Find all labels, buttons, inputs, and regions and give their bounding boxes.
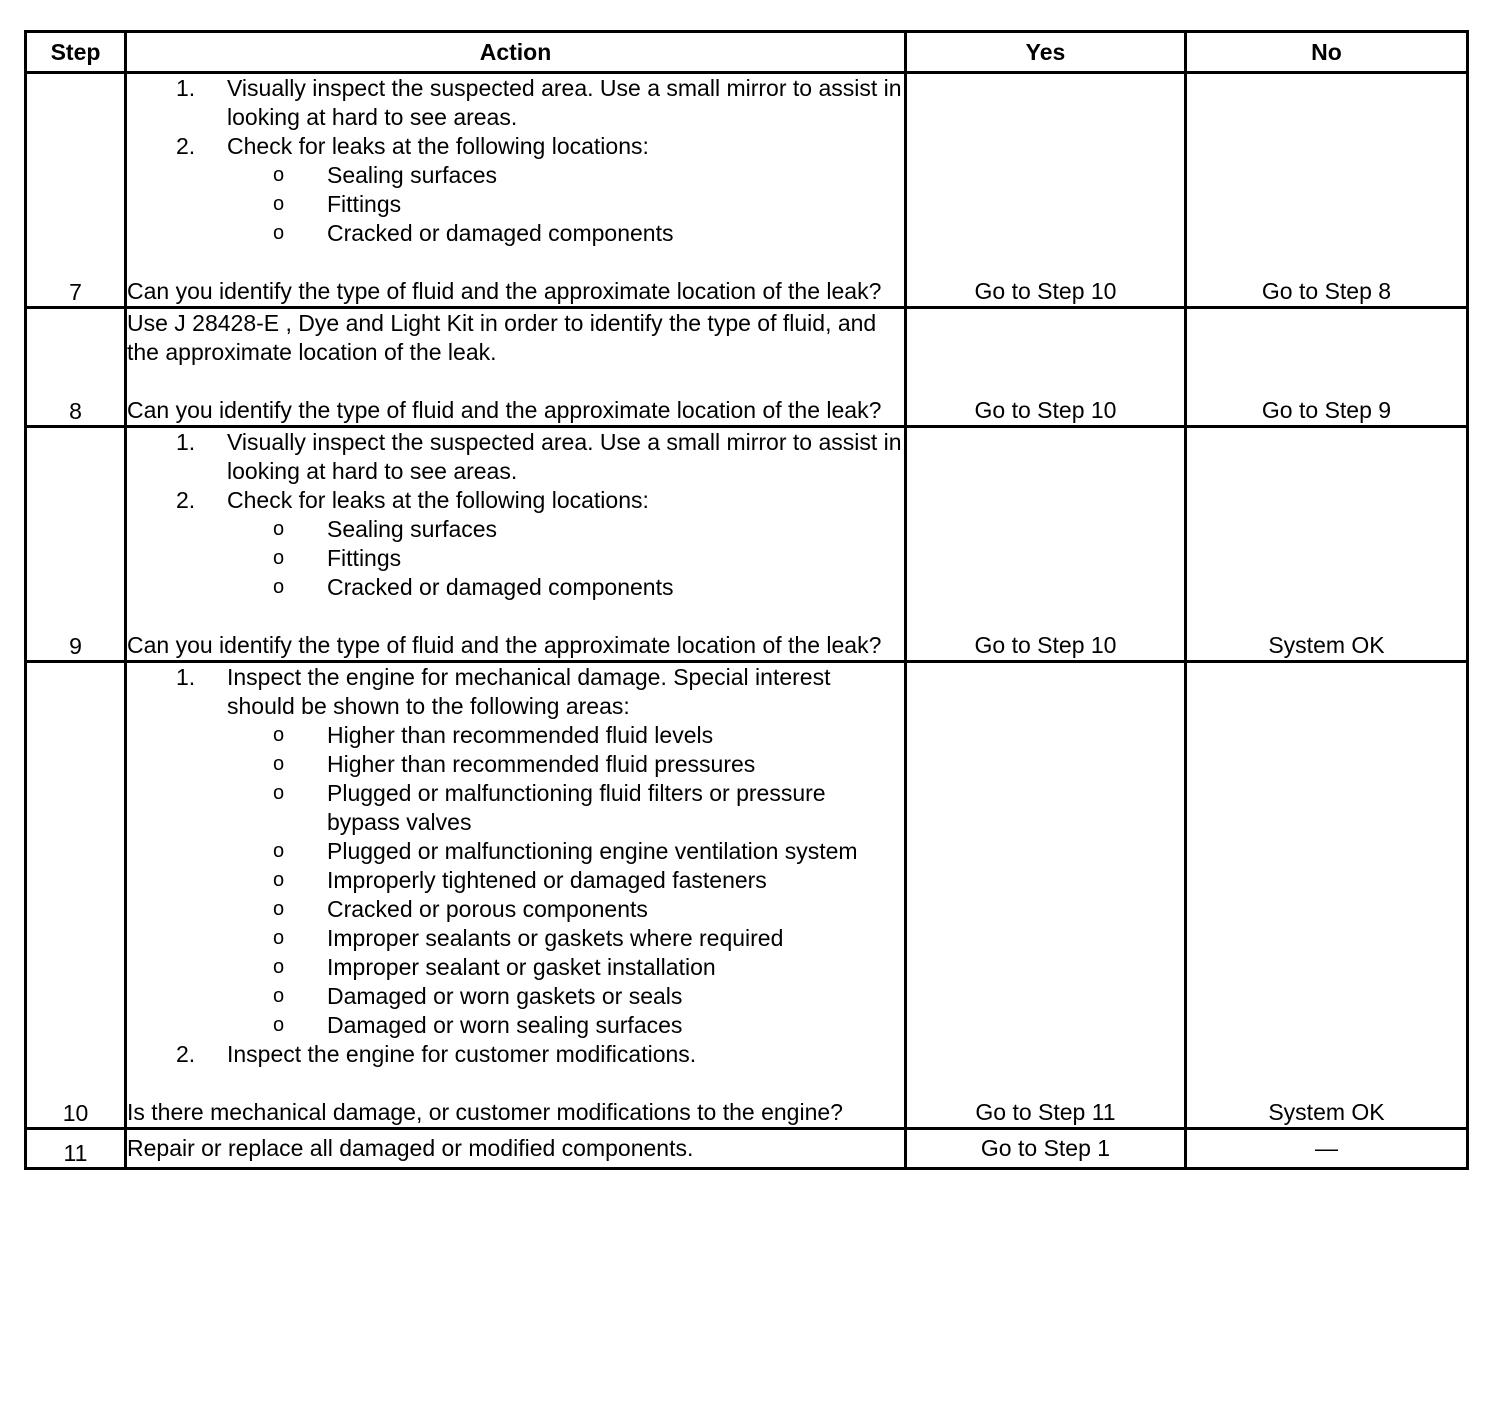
table-row (26, 427, 1468, 662)
bullet-item: o Damaged or worn gaskets or seals (273, 983, 683, 1009)
table-row (26, 662, 1468, 1129)
step-number: 10 (26, 662, 126, 1129)
header-yes: Yes (906, 32, 1186, 73)
bullet-icon: o (273, 193, 285, 215)
bullet-item: o Improper sealants or gaskets where required (273, 925, 784, 951)
bullet-item: o Higher than recommended fluid levels (273, 722, 714, 748)
bullet-icon: o (273, 985, 285, 1007)
yes-result: Go to Step 10 (906, 73, 1186, 308)
action-text: Repair or replace all damaged or modified components. (127, 1135, 694, 1161)
action-cell (126, 662, 906, 1129)
no-result: System OK (1186, 427, 1468, 662)
question-text: Can you identify the type of fluid and the approximate location of the leak? (127, 397, 882, 423)
no-result: System OK (1186, 662, 1468, 1129)
item-number: 2. (176, 487, 196, 513)
item-text: Inspect the engine for customer modifications. (227, 1041, 697, 1067)
yes-result: Go to Step 11 (906, 662, 1186, 1129)
item-number: 1. (176, 664, 196, 690)
step-number: 11 (26, 1129, 126, 1169)
item-number: 2. (176, 1041, 196, 1067)
bullet-item: o Sealing surfaces (273, 162, 498, 188)
bullet-item: o Fittings (273, 191, 402, 217)
bullet-item: o Plugged or malfunctioning engine ventilation system (273, 838, 858, 864)
header-action: Action (126, 32, 906, 73)
question-text: Can you identify the type of fluid and the approximate location of the leak? (127, 632, 882, 658)
bullet-item: o Improperly tightened or damaged fasteners (273, 867, 767, 893)
question-text: Is there mechanical damage, or customer modifications to the engine? (127, 1099, 843, 1125)
yes-result: Go to Step 10 (906, 308, 1186, 427)
bullet-icon: o (273, 927, 285, 949)
bullet-icon: o (273, 782, 285, 804)
action-cell (126, 1129, 906, 1169)
action-item (127, 74, 904, 132)
bullet-icon: o (273, 222, 285, 244)
bullet-icon: o (273, 753, 285, 775)
action-item (127, 132, 904, 248)
bullet-icon: o (273, 869, 285, 891)
bullet-item: o Cracked or damaged components (273, 574, 674, 600)
no-result: Go to Step 9 (1186, 308, 1468, 427)
yes-result: Go to Step 1 (906, 1129, 1186, 1169)
step-number: 8 (26, 308, 126, 427)
bullet-icon: o (273, 518, 285, 540)
bullet-item: o Damaged or worn sealing surfaces (273, 1012, 683, 1038)
action-cell (126, 308, 906, 427)
item-number: 2. (176, 133, 196, 159)
bullet-item: o Higher than recommended fluid pressures (273, 751, 756, 777)
table-row (26, 1129, 1468, 1169)
no-result: — (1186, 1129, 1468, 1169)
bullet-icon: o (273, 724, 285, 746)
question-text: Can you identify the type of fluid and the approximate location of the leak? (127, 278, 882, 304)
action-cell (126, 427, 906, 662)
no-result: Go to Step 8 (1186, 73, 1468, 308)
table-row (26, 73, 1468, 308)
header-row (26, 32, 1468, 73)
table-row (26, 308, 1468, 427)
item-number: 1. (176, 429, 196, 455)
action-item (127, 428, 904, 486)
item-number: 1. (176, 75, 196, 101)
bullet-item: o Plugged or malfunctioning fluid filters or pressure bypass valves (273, 780, 826, 835)
diagnostic-table (24, 30, 1469, 1170)
item-text: Check for leaks at the following locations: (227, 133, 649, 159)
action-item (127, 663, 904, 1040)
bullet-item: o Improper sealant or gasket installation (273, 954, 716, 980)
bullet-item: o Cracked or porous components (273, 896, 648, 922)
header-step: Step (26, 32, 126, 73)
item-text: Check for leaks at the following locations: (227, 487, 649, 513)
step-number: 7 (26, 73, 126, 308)
bullet-icon: o (273, 1014, 285, 1036)
item-text: Visually inspect the suspected area. Use a small mirror to assist in looking at hard to see areas. (227, 75, 902, 130)
item-text: Inspect the engine for mechanical damage. Special interest should be shown to the following areas: (227, 664, 831, 719)
action-cell (126, 73, 906, 308)
bullet-icon: o (273, 956, 285, 978)
bullet-icon: o (273, 547, 285, 569)
action-text: Use J 28428-E , Dye and Light Kit in order to identify the type of fluid, and the approximate location of the leak. (127, 310, 877, 365)
header-no: No (1186, 32, 1468, 73)
bullet-item: o Sealing surfaces (273, 516, 498, 542)
bullet-icon: o (273, 898, 285, 920)
bullet-icon: o (273, 840, 285, 862)
bullet-icon: o (273, 576, 285, 598)
bullet-item: o Cracked or damaged components (273, 220, 674, 246)
bullet-icon: o (273, 164, 285, 186)
step-number: 9 (26, 427, 126, 662)
item-text: Visually inspect the suspected area. Use a small mirror to assist in looking at hard to see areas. (227, 429, 902, 484)
action-item (127, 1040, 904, 1069)
action-item (127, 486, 904, 602)
yes-result: Go to Step 10 (906, 427, 1186, 662)
bullet-item: o Fittings (273, 545, 402, 571)
